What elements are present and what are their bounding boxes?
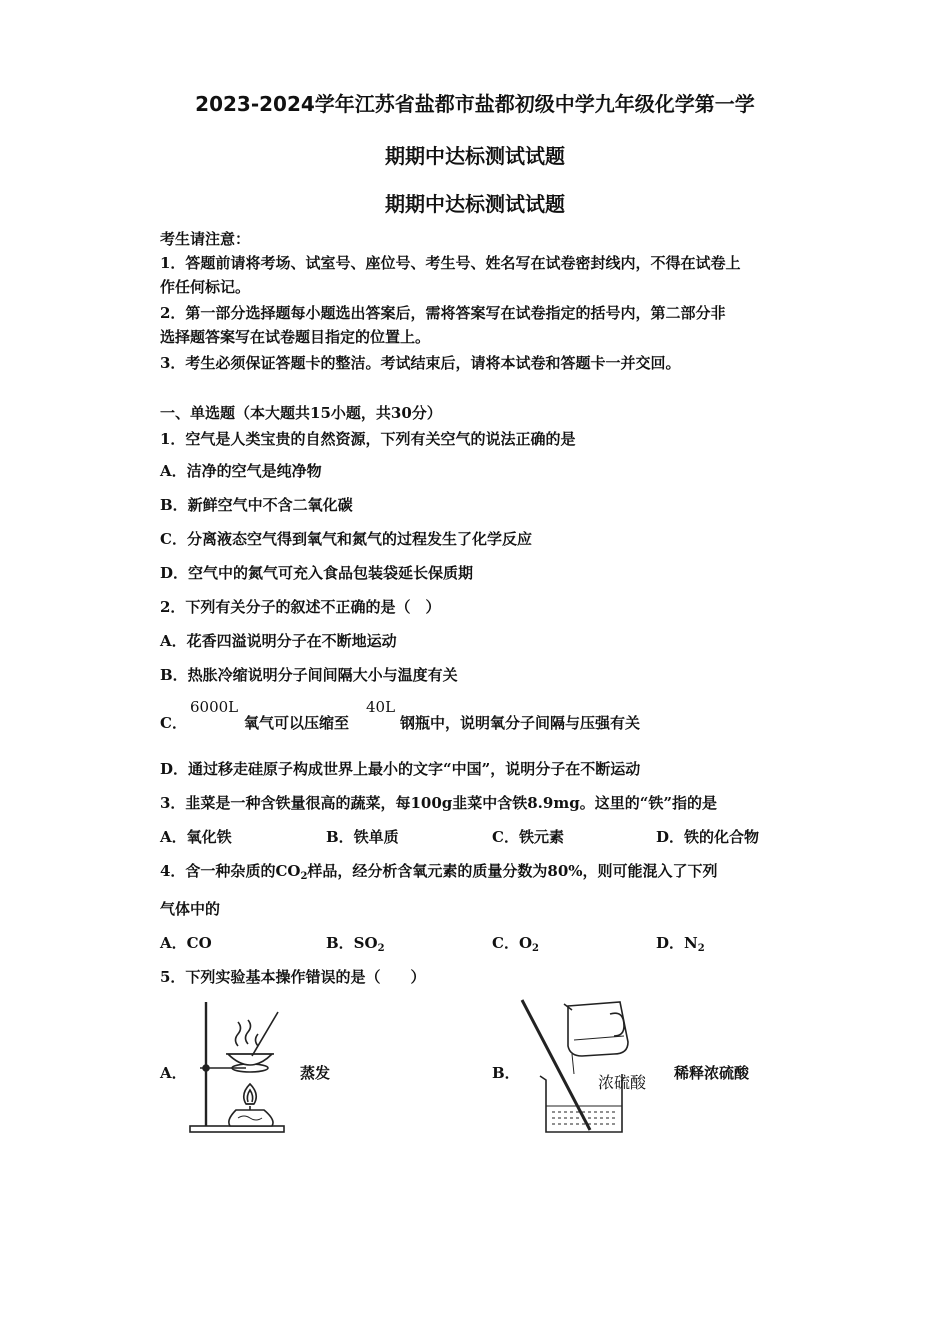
evaporation-apparatus-figure <box>188 998 288 1136</box>
notice-item-2b: 选择题答案写在试卷题目指定的位置上。 <box>160 328 431 346</box>
q2-option-c-middle: 氧气可以压缩至 <box>244 714 350 732</box>
section-heading: 一、单选题（本大题共15小题，共30分） <box>160 404 442 422</box>
q4-option-d-subscript: 2 <box>697 943 705 954</box>
q1-stem: 1．空气是人类宝贵的自然资源，下列有关空气的说法正确的是 <box>160 430 576 448</box>
q2-option-b: B．热胀冷缩说明分子间间隔大小与温度有关 <box>160 666 458 684</box>
q5-option-a-label: A． <box>160 1064 187 1082</box>
q4-option-c-subscript: 2 <box>532 943 539 954</box>
notice-item-2a: 2．第一部分选择题每小题选出答案后，需将答案写在试卷指定的括号内，第二部分非 <box>160 304 726 322</box>
q2-option-c-end: 钢瓶中，说明氧分子间隔与压强有关 <box>400 714 641 732</box>
q3-stem: 3．韭菜是一种含铁量很高的蔬菜，每100g韭菜中含铁8.9mg。这里的“铁”指的是 <box>160 794 717 812</box>
notice-item-1a: 1．答题前请将考场、试室号、座位号、考生号、姓名写在试卷密封线内，不得在试卷上 <box>160 254 741 272</box>
notice-heading: 考生请注意： <box>160 230 251 248</box>
q4-stem-post: 样品，经分析含氧元素的质量分数为80%，则可能混入了下列 <box>307 862 718 880</box>
q4-stem <box>160 860 718 882</box>
q4-option-b-subscript: 2 <box>377 943 385 954</box>
q3-option-c: C．铁元素 <box>492 828 564 846</box>
q3-option-b: B．铁单质 <box>326 828 399 846</box>
q5-option-a-text: 蒸发 <box>300 1064 331 1082</box>
q1-option-b: B．新鲜空气中不含二氧化碳 <box>160 496 353 514</box>
concentrated-sulfuric-acid-label: 浓硫酸 <box>598 1073 647 1092</box>
q4-stem-pre: 4．含一种杂质的CO <box>160 862 301 880</box>
q5-option-b-text: 稀释浓硫酸 <box>674 1064 750 1082</box>
q4-option-d <box>656 932 705 954</box>
q1-option-a: A．洁净的空气是纯净物 <box>160 462 322 480</box>
q5-option-b-label: B． <box>492 1064 520 1082</box>
q1-option-c: C．分离液态空气得到氧气和氮气的过程发生了化学反应 <box>160 530 532 548</box>
q2-stem: 2．下列有关分子的叙述不正确的是（ ） <box>160 598 441 616</box>
q3-option-a: A．氧化铁 <box>160 828 232 846</box>
q4-option-b-text: B．SO <box>326 934 378 952</box>
q2-option-a: A．花香四溢说明分子在不断地运动 <box>160 632 397 650</box>
q5-stem: 5．下列实验基本操作错误的是（ ） <box>160 968 426 986</box>
notice-item-1b: 作任何标记。 <box>160 278 251 296</box>
notice-item-3: 3．考生必须保证答题卡的整洁。考试结束后，请将本试卷和答题卡一并交回。 <box>160 354 681 372</box>
q3-option-d: D．铁的化合物 <box>656 828 760 846</box>
q1-option-d: D．空气中的氮气可充入食品包装袋延长保质期 <box>160 564 474 582</box>
q2-volume-initial: 6000L <box>190 698 239 716</box>
dilution-apparatus-figure <box>516 996 660 1138</box>
title-line-3: 期期中达标测试试题 <box>385 192 565 216</box>
q4-stem-subscript: 2 <box>300 871 308 882</box>
title-line-2: 期期中达标测试试题 <box>385 144 565 168</box>
title-line-1: 2023-2024学年江苏省盐都市盐都初级中学九年级化学第一学 <box>195 92 755 116</box>
q4-option-c-text: C．O <box>492 934 533 952</box>
q4-option-a: A．CO <box>160 934 212 952</box>
q4-stem-line2: 气体中的 <box>160 900 221 918</box>
q2-option-d: D．通过移走硅原子构成世界上最小的文字“中国”，说明分子在不断运动 <box>160 760 641 778</box>
q2-volume-final: 40L <box>366 698 396 716</box>
q4-option-b <box>326 932 385 954</box>
q4-option-c <box>492 932 539 954</box>
q2-option-c-label: C． <box>160 714 187 732</box>
q4-option-d-text: D．N <box>656 934 698 952</box>
